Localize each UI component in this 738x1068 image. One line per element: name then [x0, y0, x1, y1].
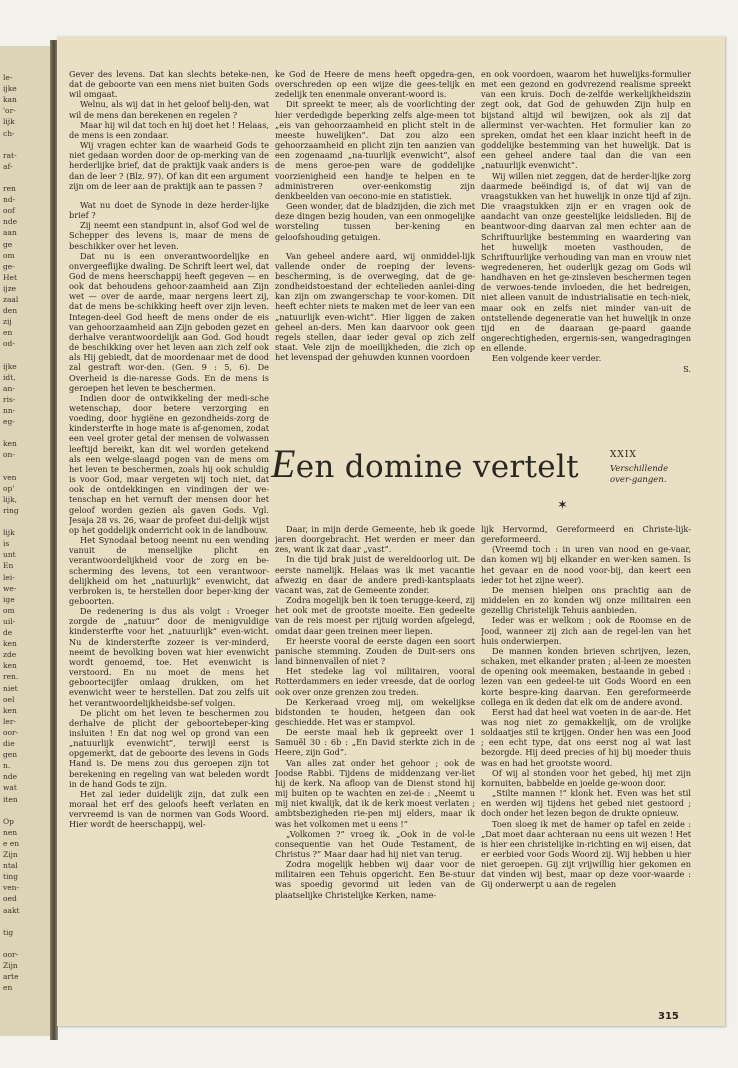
paragraph: Wij willen niet zeggen, dat de herder-lijke zorg daarmede beëindigd is, of dat wij van de vraagstukken van het huwelijk in onze tijd af zijn. Die vraagstukken zijn er en vragen ook de aandacht van onze geestelijke leidslieden. Bij de beantwoor-ding daarvan zal men echter aan de Schriftuurlijke bestemming en waardering van het huwelijk moeten vasthouden, de Schriftuurlijke verhouding van man en vrouw niet wegredeneren, het ouderlijk gezag om Gods wil handhaven en het ge-zinsleven beschermen tegen de verwoes-tende invloeden, die het bedreigen, niet alleen vanuit de industrialisatie en tech-niek, maar ook en zelfs niet minder van-uit de ontstellende degeneratie van het huwelijk in onze tijd en de daaraan ge-paard gaande ongerechtigheden, ergernis-sen, wangedragingen en ellende. [481, 170, 691, 354]
paragraph: Zodra mogelijk ben ik toen terugge-keerd, zij het ook met de grootste moeite. Een gedeelte van de reis moest per rijtuig worden afgelegd, omdat daar geen treinen meer liepen. [275, 595, 475, 636]
left-page-fragment: ijke [3, 84, 17, 94]
series-number: XXIX [610, 450, 637, 460]
left-page-fragment: kan [3, 95, 17, 105]
left-page-fragment: ntal [3, 861, 18, 871]
article-subtitle: Verschillende over-gangen. [610, 464, 669, 485]
left-page-fragment: oor- [3, 949, 19, 959]
paragraph: (Vreemd toch : in uren van nood en ge-vaar, dan komen wij bij elkander en wer-ken samen. Is het gevaar en de nood voor-bij, dan keert een ieder tot het zijne weer). [481, 544, 691, 585]
paragraph: Zodra mogelijk hebben wij daar voor de militairen een Tehuis opgericht. Een Be-stuur was spoedig gevormd uit leden van de plaatselijke Christelijke Kerken, name- [275, 859, 475, 900]
left-page-fragment: ken [3, 661, 17, 671]
left-page-fragment: ge [3, 239, 13, 249]
paragraph: Daar, in mijn derde Gemeente, heb ik goede jaren doorgebracht. Het werden er meer dan zes, want ik zat daar „vast”. [275, 524, 475, 555]
left-page-fragment: lijk [3, 528, 15, 538]
left-page-fragment: de [3, 628, 13, 637]
left-page-fragment: ch- [3, 128, 15, 138]
left-page-fragment: nde [3, 217, 18, 227]
left-page-fragment: an- [3, 383, 15, 393]
left-page-fragment: ijze [3, 283, 17, 293]
left-page-fragment: on- [3, 450, 15, 460]
paragraph: Maar hij wil dat toch en hij doet het ! Helaas, de mens is een zondaar. [69, 119, 269, 140]
left-page-fragment: Het [3, 272, 17, 282]
left-page-fragment: tig [3, 927, 14, 937]
left-page-fragment: Zijn [3, 961, 18, 970]
left-page-fragment: n. [3, 761, 11, 771]
column-1 [69, 69, 269, 989]
paragraph: Van geheel andere aard, wij onmiddel-lijk vallende onder de roeping der levens-bescherming, is de overweging, dat de ge-zondheidstoestand der echtelieden aanlei-ding kan zijn om zwangerschap te voor-komen. Dit heeft echter niets te maken met de leer van een „natuurlijk even-wicht”. Hier liggen de zaken geheel an-ders. Men kan daarvoor ook geen regels stellen, daar ieder geval op zich zelf staat. Vele zijn de moeilijkheden, die zich op het levenspad der gehuwden kunnen voordoen [275, 250, 475, 363]
page-number: 315 [658, 1011, 679, 1022]
column-2 [275, 69, 475, 399]
left-page-fragment: Op [3, 816, 14, 826]
paragraph: Dat nu is een onverantwoordelijke en onvergeeflijke dwaling. De Schrift leert wel, dat God de mens heerschappij heeft gegeven — en ook dat behoudens gehoor-zaamheid aan Zijn wet — over de aarde, maar nergens leert zij, dat de mens be-schikking heeft over zijn leven. Integen-deel God heeft de mens onder de eis van gehoorzaamheid aan Zijn geboden gezet en derhalve verantwoordelijk aan God. God houdt de beschikking over het leven aan zich zelf ook als Hij gebiedt, dat de moordenaar met de dood zal gestraft wor-den. (Gen. 9 : 5, 6). De Overheid is die-naresse Gods. En de mens is geroepen het leven te beschermen. [69, 250, 269, 393]
left-page-fragment: ren. [3, 672, 19, 682]
left-page-fragment: iten [3, 794, 18, 804]
left-page-fragment: ven [3, 472, 17, 482]
left-page-fragment: ris- [3, 394, 16, 404]
left-page-fragment: ven- [3, 883, 20, 893]
left-page-fragment: ring [3, 505, 19, 515]
paragraph: In die tijd brak juist de wereldoorlog uit. De eerste namelijk. Helaas was ik met vacantie afwezig en daar de andere predi-kantsplaats vacant was, zat de Gemeente zonder. [275, 554, 475, 595]
paragraph: De mensen hielpen ons prachtig aan de middelen en zo konden wij onze militairen een gezellig Christelijk Tehuis aanbieden. [481, 584, 691, 616]
left-page-fragment: En [3, 561, 14, 571]
left-page-fragment: nen [3, 827, 18, 837]
paragraph: Of wij al stonden voor het gebed, hij met zijn kornuiten, babbelde en joelde ge-woon door. [481, 767, 691, 788]
left-page-fragment: rat- [3, 150, 17, 160]
left-page-fragment: 'or- [3, 106, 16, 116]
paragraph: Het Synodaal betoog neemt nu een wending vanuit de menselijke plicht en verantwoordelijkheid voor de zorg en be-scherming des levens, tot een verantwoor-delijkheid om het „natuurlijk” evenwicht, dat verbroken is, te herstellen door beper-king der geboorten. [69, 535, 269, 606]
left-page-fragment: ting [3, 872, 19, 882]
left-page-fragment: en [3, 328, 13, 338]
left-page-fragment: nn- [3, 406, 16, 415]
left-page-fragment: is [3, 539, 10, 549]
left-page-fragment: nd- [3, 195, 16, 205]
left-page-fragment: oel [3, 694, 15, 704]
left-page-fragment: Zijn [3, 850, 18, 859]
left-page-fragment: ken [3, 639, 17, 649]
paragraph: Zij neemt een standpunt in, alsof God wel de Schepper des levens is, maar de mens de beschikker over het leven. [69, 220, 269, 251]
paragraph: Indien door de ontwikkeling der medi-sche wetenschap, door betere verzorging en voeding, door hygiëne en gezondheids-zorg de kindersterfte in hoge mate is af-genomen, zodat een veel groter getal der mensen de volwassen leeftijd bereikt, kan dit wel worden getekend als een welge-slaagd pogen van de mens om het leven te beschermen, zoals hij ook schuldig is voor God, maar vergeten wij toch niet, dat ook de ontdekkingen en vindingen der we-tenschap en het vernuft der mensen door het geloof worden gezien als gaven Gods. Vgl. Jesaja 28 vs. 26, waar de profeet dui-delijk wijst op het goddelijk onderricht ook in de landbouw. [69, 392, 269, 535]
paragraph: Welnu, als wij dat in het geloof belij-den, wat wil de mens dan berekenen en regelen ? [69, 99, 269, 120]
paragraph: Ieder was er welkom ; ook de Roomse en de Jood, wanneer zij zich aan de regel-len van het huis onderwierpen. [481, 615, 691, 646]
left-page-fragment: af- [3, 161, 13, 171]
left-page-fragment: uil- [3, 616, 16, 626]
paragraph: Het stedeke lag vol militairen, vooral Rotterdammers en ieder vreesde, dat de oorlog ook over onze grenzen zou treden. [275, 666, 475, 697]
page [57, 36, 725, 1026]
paragraph: Wat nu doet de Synode in deze herder-lijke brief ? [69, 199, 269, 221]
left-page-fragment: ge- [3, 261, 15, 271]
left-page-fragment: oed [3, 894, 17, 904]
left-page-fragment: gen [3, 750, 18, 760]
left-page-edge [0, 46, 55, 1036]
left-page-fragment: ken [3, 439, 17, 449]
paragraph: Toen sloeg ik met de hamer op tafel en zeide : „Dat moet daar achteraan nu eens uit wezen ! Het is hier een christelijke in-richting en wij eisen, dat er eerbied voor Gods Woord zij. Wij hebben u hier niet geroepen. Gij zijt vrijwillig hier gekomen en dat vinden wij best, maar op deze voor-waarde : Gij onderwerpt u aan de regelen [481, 818, 691, 890]
left-page-fragment: om [3, 605, 15, 615]
paragraph: Gever des levens. Dat kan slechts beteke-nen, dat de geboorte van een mens niet buiten Gods wil omgaat. [69, 69, 269, 100]
paragraph: De Kerkeraad vroeg mij, om wekelijkse bidstonden te houden, hetgeen dan ook geschiedde. Het was er stampvol. [275, 696, 475, 727]
left-page-fragment: od- [3, 339, 15, 349]
article-heading [267, 438, 687, 538]
column-3 [481, 69, 691, 449]
left-page-fragment: e en [3, 838, 20, 848]
left-page-fragment: en [3, 983, 13, 993]
left-page-fragment: zij [3, 317, 12, 327]
left-page-fragment: ken [3, 705, 17, 715]
left-page-fragment: lei- [3, 572, 15, 582]
left-page-fragment: ren [3, 184, 16, 193]
left-page-fragment: unt [3, 550, 16, 560]
column-4 [275, 524, 475, 994]
paragraph: Wij vragen echter kan de waarheid Gods te niet gedaan worden door de op-merking van de herderlijke brief, dat de praktijk vaak anders is dan de leer ? (Blz. 97). Of kan dit een argument zijn om de leer aan de praktijk aan te passen ? [69, 140, 269, 191]
article-title: Een domine vertelt [271, 441, 579, 486]
left-page-fragment: le- [3, 73, 13, 82]
paragraph: Dit spreekt te meer, als de voorlichting der hier verdedigde beperking zelfs alge-meen tot „eis van gehoorzaamheid en plicht stelt in de meeste huwelijken”. Dat zou alzo een gehoorzaamheid en plicht zijn ten aanzien van een zogenaamd „na-tuurlijk evenwicht”, alsof de mens geroe-pen ware de goddelijke voorzienigheid een handje te helpen en te administreren over-eenkomstig zijn denkbeelden van oecono-mie en statistiek. [275, 99, 475, 201]
left-page-fragment: we- [3, 583, 17, 593]
left-page-fragment: zaal [3, 295, 19, 304]
left-page-fragment: ige [3, 594, 15, 604]
left-page-fragment: oof [3, 206, 15, 216]
left-page-fragment: wat [3, 783, 17, 793]
left-page-fragment: ijke [3, 361, 17, 371]
paragraph: „Volkomen ?” vroeg ik. „Ook in de vol-le consequentie van het Oude Testament, de Christus ?” Maar daar had hij niet van terug. [275, 828, 475, 859]
left-page-fragment: aan [3, 228, 17, 238]
left-page-fragment: arte [3, 972, 19, 982]
paragraph: S. [683, 363, 691, 374]
paragraph: Het zal ieder duidelijk zijn, dat zulk een moraal het erf des geloofs heeft verlaten en vervreemd is van de normen van Gods Woord. Hier wordt de heerschappij, wel- [69, 788, 269, 830]
left-page-fragment: lijk [3, 117, 15, 127]
paragraph: Van alles zat onder het gehoor ; ook de Joodse Rabbi. Tijdens de middenzang ver-liet hij de kerk. Na afloop van de Dienst stond hij mij buiten op te wachten en zei-de : „Neemt u mij niet kwalijk, dat ik de kerk moest verlaten ; ambtsbezigheden rie-pen mij elders, maar ik was het volkomen met u eens !” [275, 757, 475, 829]
paragraph: Eerst had dat heel wat voeten in de aar-de. Het was nog niet zo gemakkelijk, om de vrolijke soldaatjes stil te krijgen. Onder hen was een Jood ; een echt type, dat ons eerst nog al wat last bezorgde. Hij deed precies of hij bij moeder thuis was en had het grootste woord. [481, 706, 691, 768]
paragraph: De plicht om het leven te beschermen zou derhalve de plicht der geboortebeper-king insluiten ! En dat nog wel op grond van een „natuurlijk evenwicht”, terwijl eerst is opgemerkt, dat de geboorte des levens in Gods Hand is. De mens zou dus geroepen zijn tot berekening en regeling van wat beleden wordt in de hand Gods te zijn. [69, 707, 269, 789]
paragraph: lijk Hervormd, Gereformeerd en Christe-lijk-gereformeerd. [481, 524, 691, 545]
left-page-fragment: den [3, 306, 18, 316]
paragraph: De mannen konden brieven schrijven, lezen, schaken, met elkander praten ; al-leen ze moesten de opening ook meemaken, bestaande in gebed : lezen van een gedeel-te uit Gods Woord en een korte bespre-king daarvan. Een gereformeerde collega en ik deden dat elk om de andere avond. [481, 645, 691, 707]
ornament-star: ✶ [557, 498, 568, 513]
left-page-fragment: eg- [3, 417, 15, 427]
left-page-fragment: ler- [3, 716, 16, 726]
column-5 [481, 524, 691, 994]
paragraph: ke God de Heere de mens heeft opgedra-gen, overschreden op een wijze die gees-telijk en zedelijk ten enenmale onverant-woord is. [275, 69, 475, 100]
left-page-fragment: niet [3, 683, 18, 693]
paragraph: „Stilte mannen !” klonk het. Even was het stil en werden wij tijdens het gebed niet gestoord ; doch onder het lezen begon de drukte opnieuw. [481, 788, 691, 819]
left-page-fragment: die [3, 739, 15, 748]
paragraph: Er heerste vooral de eerste dagen een soort panische stemming. Zouden de Duit-sers ons land binnenvallen of niet ? [275, 635, 475, 667]
paragraph: De redenering is dus als volgt : Vroeger zorgde de „natuur” door de menigvuldige kindersterfte voor het „natuurlijk” even-wicht. Nu de kindersterfte zozeer is ver-minderd, neemt de bevolking boven wat hier evenwicht wordt genoemd, toe. Het evenwicht is verstoord. En nu moet de mens het geboortecijfer omlaag drukken, om het evenwicht weer te herstellen. Dat zou zelfs uit het verantwoordelijkheidsbe-sef volgen. [69, 606, 269, 708]
left-page-fragment: nde [3, 772, 18, 782]
left-page-fragment: oor- [3, 727, 19, 737]
paragraph: en ook voordoen, waarom het huwelijks-formulier met een gezond en godvrezend realisme spreekt van een kruis. Doch de-zelfde werkelijkheidszin zegt ook, dat God de gehuwden Zijn hulp en bijstand altijd wil bewijzen, ook als zij dat allerminst ver-wachten. Het formulier kan zo spreken, omdat het een klaar inzicht heeft in de goddelijke bestemming van het huwelijk. Dat is een geheel andere taal dan die van een „natuurlijk evenwicht”. [481, 69, 691, 171]
left-page-fragment: idt, [3, 372, 16, 382]
paragraph: Een volgende keer verder. [492, 353, 602, 364]
left-page-fragment: aakt [3, 905, 20, 915]
left-page-fragment: lijk, [3, 494, 18, 504]
paragraph: Geen wonder, dat de bladzijden, die zich met deze dingen bezig houden, van een onmogelijke worsteling tussen ber-kening en geloofshouding getuigen. [275, 201, 475, 242]
paragraph: De eerste maal heb ik gepreekt over 1 Samuël 30 : 6b : „En David sterkte zich in de Heere, zijn God”. [275, 727, 475, 758]
left-page-fragment: om [3, 250, 15, 260]
left-page-fragment: zde [3, 650, 17, 660]
left-page-fragment: op' [3, 483, 15, 493]
